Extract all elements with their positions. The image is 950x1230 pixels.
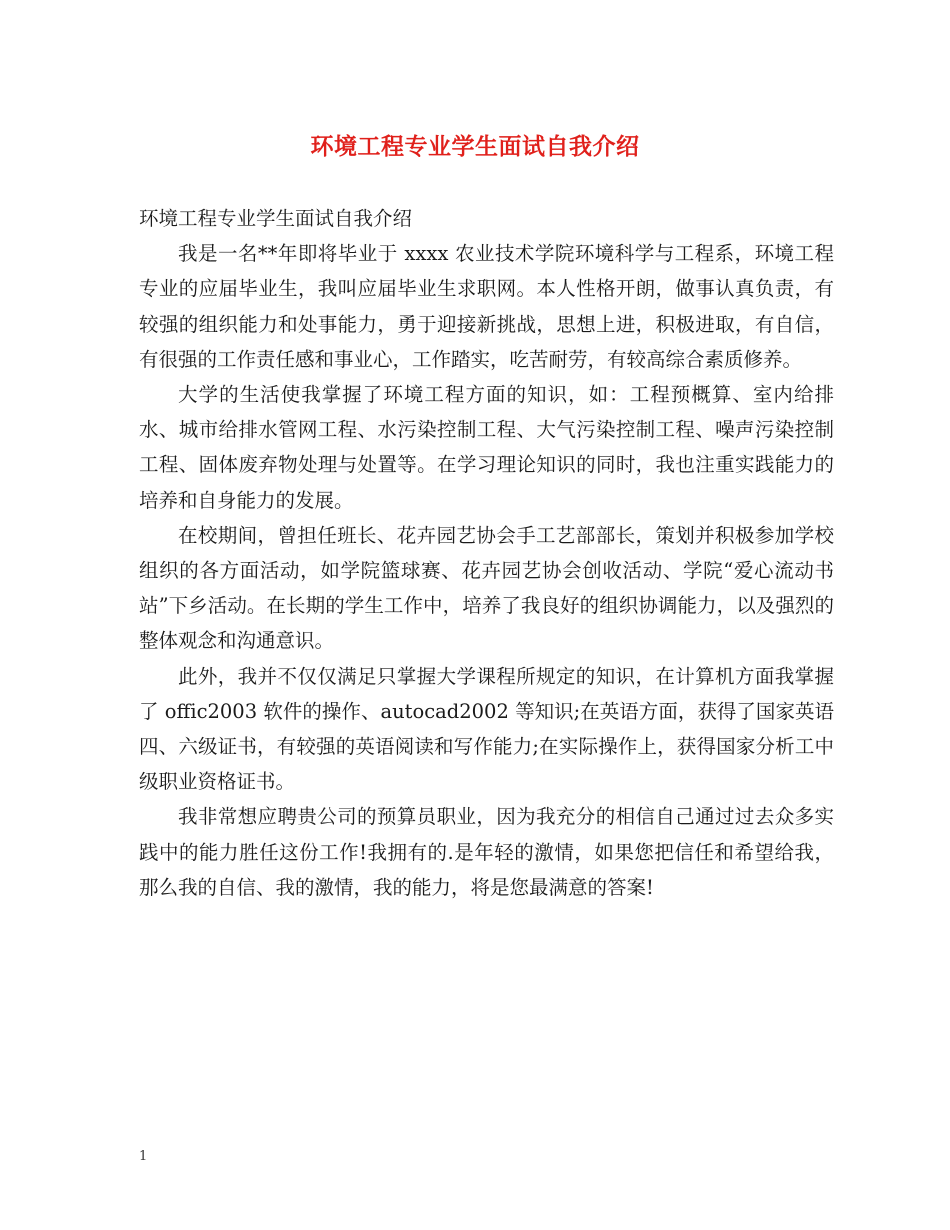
- paragraph-intro: 我是一名**年即将毕业于 xxxx 农业技术学院环境科学与工程系，环境工程专业的应届毕业生，我叫应届毕业生求职网。本人性格开朗，做事认真负责，有较强的组织能力和处事能力，勇于迎接新挑战，思想上进，积极进取，有自信，有很强的工作责任感和事业心，工作踏实，吃苦耐劳，有较高综合素质修养。: [139, 242, 834, 371]
- paragraph-skills: 此外，我并不仅仅满足只掌握大学课程所规定的知识，在计算机方面我掌握了 offic2003 软件的操作、autocad2002 等知识;在英语方面，获得了国家英语四、六级证书，有较强的英语阅读和写作能力;在实际操作上，获得国家分析工中级职业资格证书。: [139, 664, 834, 794]
- document-subtitle: 环境工程专业学生面试自我介绍: [139, 207, 413, 230]
- paragraph-knowledge: 大学的生活使我掌握了环境工程方面的知识，如：工程预概算、室内给排水、城市给排水管网工程、水污染控制工程、大气污染控制工程、噪声污染控制工程、固体废弃物处理与处置等。在学习理论知识的同时，我也注重实践能力的培养和自身能力的发展。: [139, 383, 834, 512]
- page-number: 1: [139, 1149, 148, 1164]
- paragraph-activities: 在校期间，曾担任班长、花卉园艺协会手工艺部部长，策划并积极参加学校组织的各方面活动，如学院篮球赛、花卉园艺协会创收活动、学院“爱心流动书站”下乡活动。在长期的学生工作中，培养了我良好的组织协调能力，以及强烈的整体观念和沟通意识。: [139, 523, 834, 653]
- document-body: [139, 201, 834, 905]
- document-title: 环境工程专业学生面试自我介绍: [310, 133, 640, 160]
- paragraph-closing: 我非常想应聘贵公司的预算员职业，因为我充分的相信自己通过过去众多实践中的能力胜任这份工作!我拥有的.是年轻的激情，如果您把信任和希望给我，那么我的自信、我的激情，我的能力，将是您最满意的答案!: [139, 805, 834, 899]
